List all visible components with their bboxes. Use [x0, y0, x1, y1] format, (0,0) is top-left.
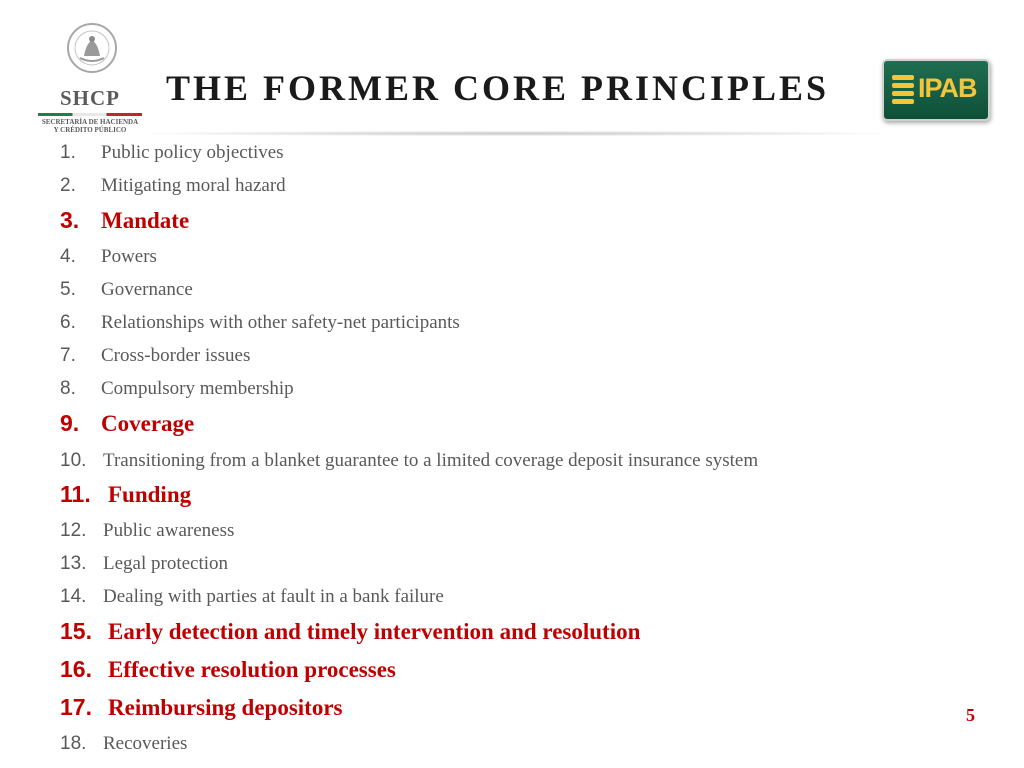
page-number: 5: [966, 705, 975, 725]
principle-item: [60, 142, 284, 164]
shcp-logo-subtitle-line1: SECRETARÍA DE HACIENDA: [41, 118, 139, 126]
principle-number: 11.: [60, 481, 91, 507]
principle-number: 5.: [60, 279, 76, 300]
principle-number: 3.: [60, 207, 80, 233]
principle-item: [60, 520, 234, 542]
principle-number: 7.: [60, 345, 76, 366]
principle-label: Recoveries: [103, 733, 188, 754]
principle-label: Funding: [108, 482, 192, 507]
principle-number: 15.: [60, 618, 92, 644]
principle-number: 17.: [60, 694, 92, 720]
principle-label: Governance: [101, 279, 193, 300]
principle-label: Compulsory membership: [101, 378, 294, 399]
title-divider: [150, 131, 880, 136]
principle-label: Powers: [101, 246, 157, 267]
principle-label: Effective resolution processes: [108, 657, 396, 682]
principle-label: Public policy objectives: [101, 142, 284, 163]
principle-item: [60, 656, 396, 683]
principle-number: 12.: [60, 520, 87, 541]
principle-number: 8.: [60, 378, 76, 399]
principle-label: Early detection and timely intervention and resolution: [108, 619, 641, 644]
principle-item: [60, 175, 286, 197]
shcp-logo-tricolor-rule: [38, 113, 142, 116]
principle-item: [60, 246, 157, 268]
principle-item: [60, 378, 294, 400]
ipab-logo-text: IPAB: [918, 73, 977, 103]
principle-item: [60, 345, 250, 367]
principle-number: 4.: [60, 246, 76, 267]
ipab-logo: [882, 59, 990, 121]
shcp-logo-subtitle: [38, 118, 142, 134]
principle-item: [60, 279, 193, 301]
principle-item: [60, 410, 194, 437]
shcp-logo: [38, 20, 142, 135]
principle-item: [60, 694, 343, 721]
slide-title: THE FORMER CORE PRINCIPLES: [166, 68, 830, 108]
principle-item: [60, 618, 640, 645]
principle-number: 9.: [60, 410, 80, 436]
principle-label: Mandate: [101, 208, 190, 233]
principle-label: Public awareness: [103, 520, 235, 541]
principle-number: 1.: [60, 142, 76, 163]
principle-item: [60, 586, 444, 608]
principle-label: Mitigating moral hazard: [101, 175, 286, 196]
principle-number: 16.: [60, 656, 92, 682]
principle-number: 2.: [60, 175, 76, 196]
principle-item: [60, 312, 460, 334]
principle-number: 6.: [60, 312, 76, 333]
principle-label: Legal protection: [103, 553, 229, 574]
principle-label: Reimbursing depositors: [108, 695, 343, 720]
shcp-logo-subtitle-line2: Y CRÉDITO PÚBLICO: [53, 126, 127, 134]
ipab-columns-icon: [890, 71, 918, 107]
principle-item: [60, 450, 758, 472]
mexican-eagle-seal-icon: [66, 22, 118, 74]
principle-label: Cross-border issues: [101, 345, 251, 366]
principle-label: Coverage: [101, 411, 195, 436]
principle-number: 18.: [60, 733, 87, 754]
shcp-logo-name: SHCP: [59, 86, 120, 110]
principle-number: 13.: [60, 553, 87, 574]
principle-number: 14.: [60, 586, 87, 607]
principle-item: [60, 207, 189, 234]
principle-number: 10.: [60, 450, 87, 471]
principle-label: Relationships with other safety-net participants: [101, 312, 460, 333]
principle-item: [60, 481, 191, 508]
principle-item: [60, 553, 228, 575]
principle-label: Dealing with parties at fault in a bank failure: [103, 586, 444, 607]
principle-item: [60, 733, 187, 755]
principle-label: Transitioning from a blanket guarantee to a limited coverage deposit insurance system: [103, 450, 759, 471]
